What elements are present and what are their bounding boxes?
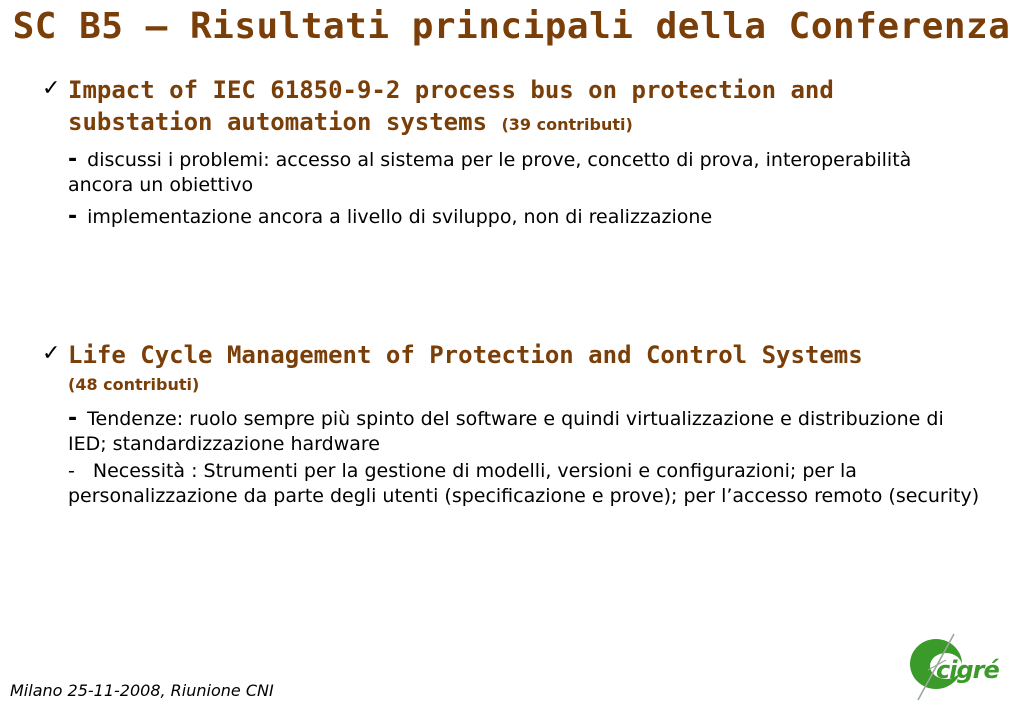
logo-text: cigré (936, 656, 999, 684)
checkmark-icon: ✓ (42, 76, 61, 101)
section-iec-61850 (42, 74, 982, 230)
section-count-line (68, 371, 982, 396)
bullet-point (68, 406, 982, 457)
section-heading (68, 339, 982, 371)
section-heading-text: Impact of IEC 61850-9-2 process bus on protection and substation automation systems (68, 76, 834, 136)
section-life-cycle (42, 339, 982, 509)
bullet-point (68, 459, 982, 509)
contribution-count: (39 contributi) (501, 115, 633, 134)
dash-marker: - (68, 204, 78, 229)
bullet-text: Necessità : Strumenti per la gestione di modelli, versioni e configurazioni; per la personalizzazione da parte degli utenti (specificazione e prove); per l’accesso remoto (security) (68, 460, 980, 507)
bullet-point (68, 204, 982, 230)
footer-text: Milano 25-11-2008, Riunione CNI (10, 681, 274, 700)
bullet-text: implementazione ancora a livello di sviluppo, non di realizzazione (87, 206, 713, 228)
bullet-text: discussi i problemi: accesso al sistema per le prove, concetto di prova, interoperabilità ancora un obiettivo (68, 149, 912, 196)
bullet-text: Tendenze: ruolo sempre più spinto del software e quindi virtualizzazione e distribuzione di IED; standardizzazione hardware (68, 408, 944, 455)
dash-marker: - (68, 147, 78, 172)
dash-marker: - (68, 460, 75, 482)
checkmark-icon: ✓ (42, 341, 61, 366)
section-heading (68, 74, 982, 141)
section-heading-text: Life Cycle Management of Protection and Control Systems (68, 341, 863, 369)
dash-marker: - (68, 406, 78, 431)
page-title: SC B5 – Risultati principali della Conferenza (12, 6, 1011, 47)
bullet-point (68, 147, 982, 198)
contribution-count: (48 contributi) (68, 375, 200, 394)
